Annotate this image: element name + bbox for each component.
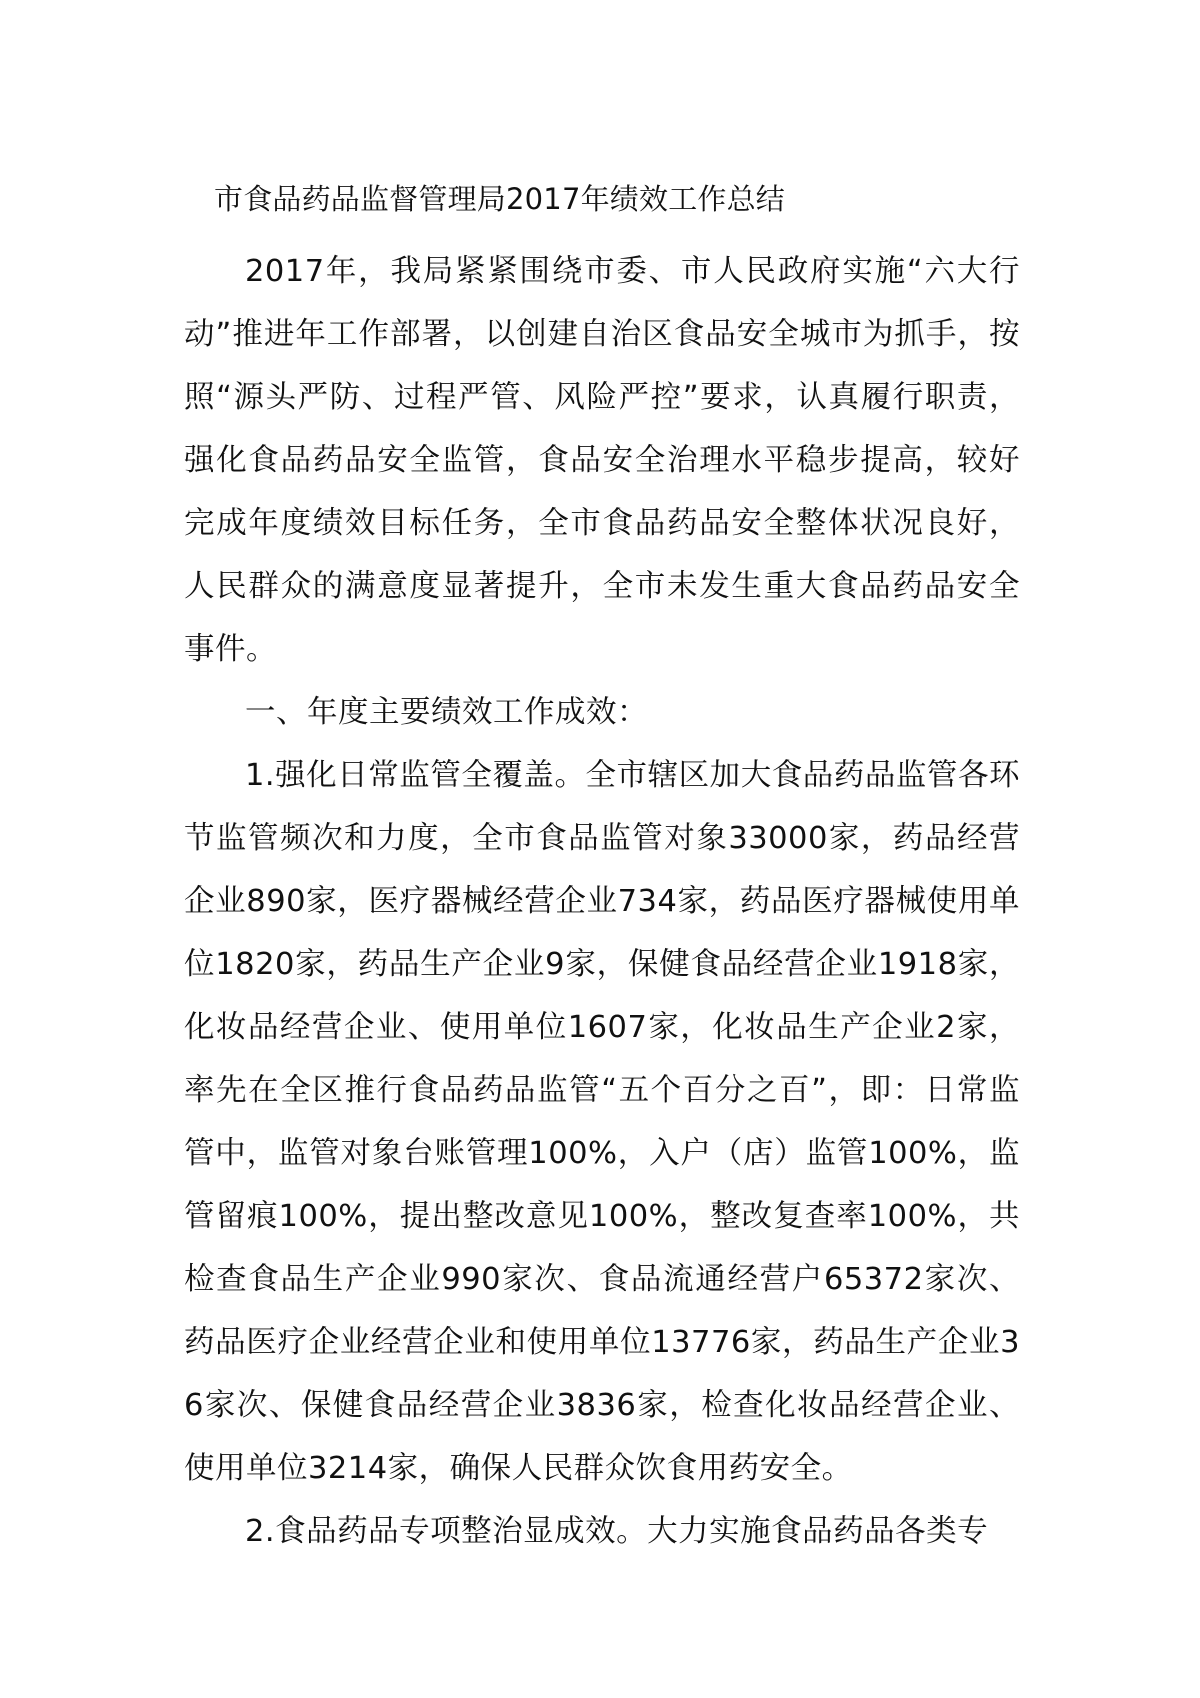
intro-paragraph: 2017年，我局紧紧围绕市委、市人民政府实施“六大行动”推进年工作部署，以创建自治区食品安全城市为抓手，按照“源头严防、过程严管、风险严控”要求，认真履行职责，强化食品药品安全监管，食品安全治理水平稳步提高，较好完成年度绩效目标任务，全市食品药品安全整体状况良好，人民群众的满意度显著提升，全市未发生重大食品药品安全事件。 xyxy=(184,254,1020,667)
document-body xyxy=(184,178,1020,1563)
item-1-paragraph: 1.强化日常监管全覆盖。全市辖区加大食品药品监管各环节监管频次和力度，全市食品监管对象33000家，药品经营企业890家，医疗器械经营企业734家，药品医疗器械使用单位1820家，药品生产企业9家，保健食品经营企业1918家，化妆品经营企业、使用单位1607家，化妆品生产企业2家，率先在全区推行食品药品监管“五个百分之百”，即：日常监管中，监管对象台账管理100%，入户（店）监管100%，监管留痕100%，提出整改意见100%，整改复查率100%，共检查食品生产企业990家次、食品流通经营户65372家次、药品医疗企业经营企业和使用单位13776家，药品生产企业36家次、保健食品经营企业3836家，检查化妆品经营企业、使用单位3214家，确保人民群众饮食用药安全。 xyxy=(184,758,1020,1486)
document-title: 市食品药品监督管理局2017年绩效工作总结 xyxy=(214,182,786,216)
section-heading: 一、年度主要绩效工作成效： xyxy=(245,695,648,730)
item-2-paragraph: 2.食品药品专项整治显成效。大力实施食品药品各类专 xyxy=(245,1514,989,1549)
